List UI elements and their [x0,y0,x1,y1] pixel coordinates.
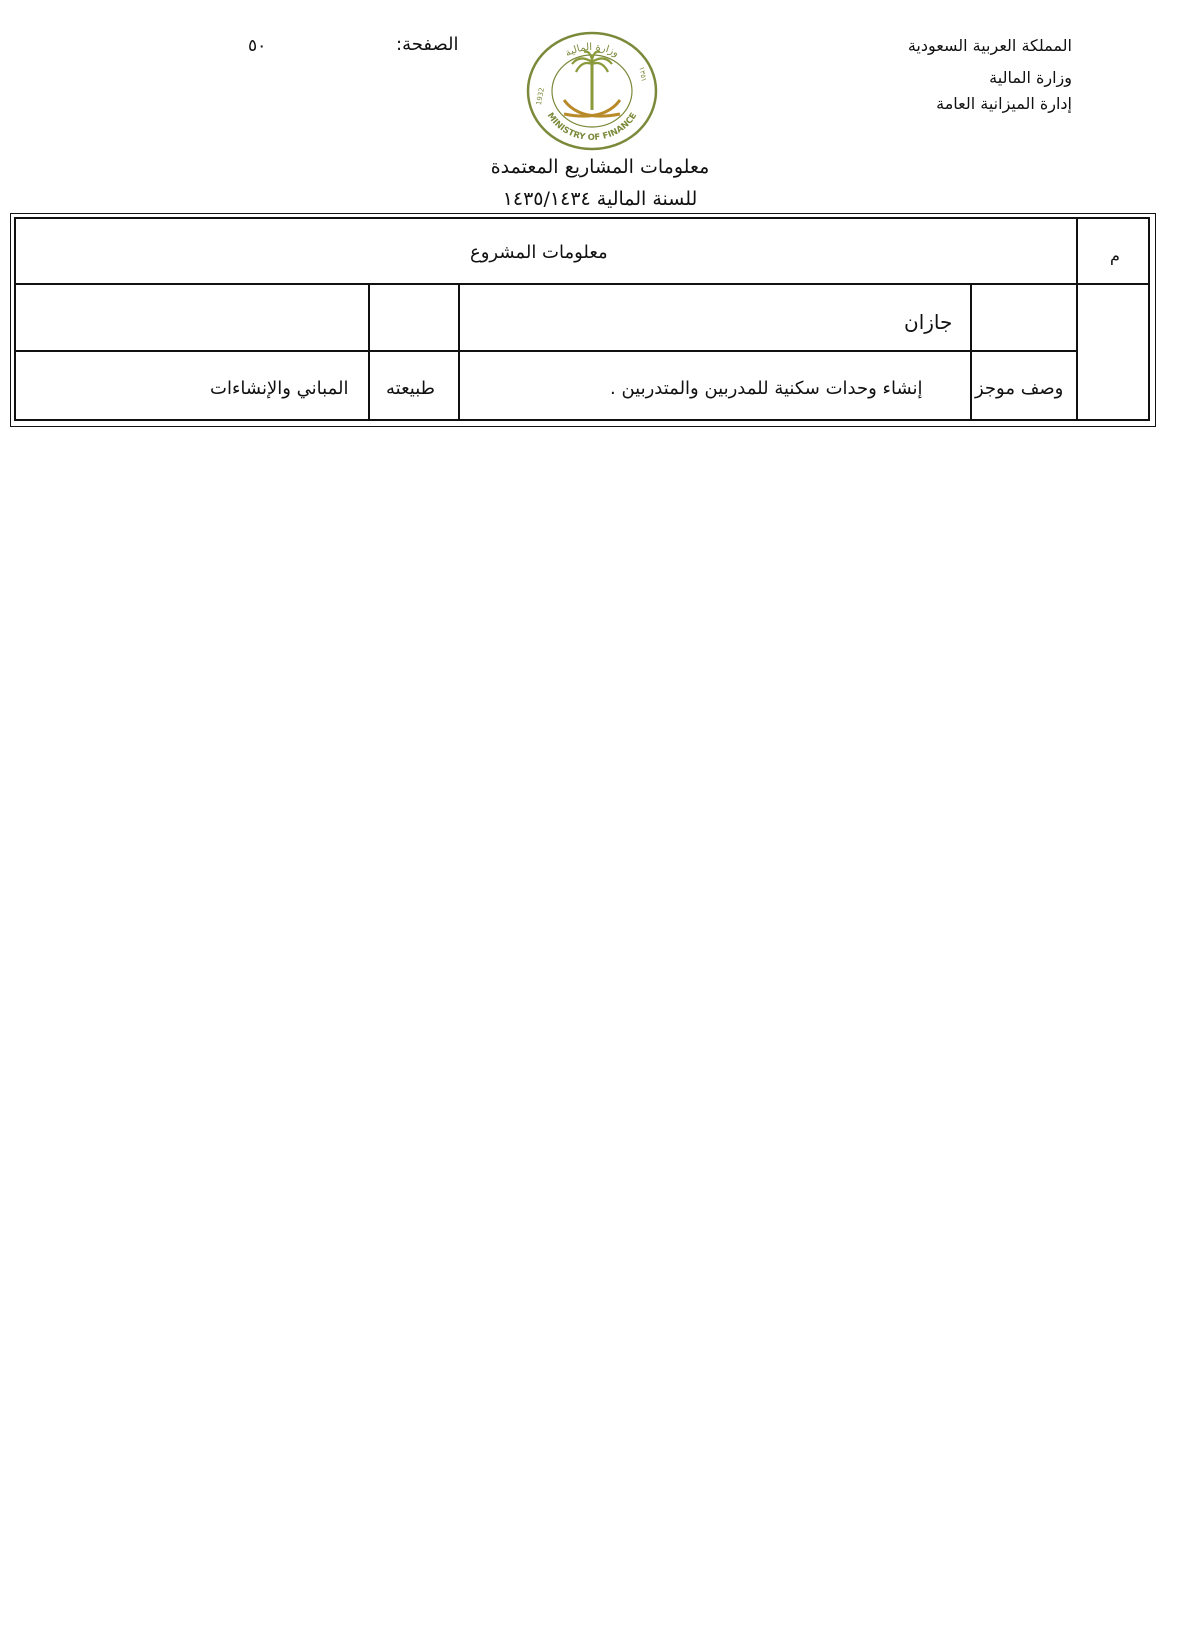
table-header-project-info: معلومات المشروع [470,242,608,263]
page-number: ٥٠ [248,36,267,56]
org-line-ministry: وزارة المالية [989,68,1072,87]
document-subtitle: للسنة المالية ١٤٣٥/١٤٣٤ [502,188,698,210]
ministry-seal-logo [524,30,660,152]
svg-text:وزارة المالية: وزارة المالية [563,41,621,60]
svg-text:١٣٥١: ١٣٥١ [637,66,648,83]
org-line-kingdom: المملكة العربية السعودية [907,36,1072,55]
description-value: إنشاء وحدات سكنية للمدربين والمتدربين . [610,378,923,399]
description-label: وصف موجز [975,378,1064,399]
table-divider-label-col [970,283,972,421]
location-value: جازان [904,310,953,334]
ministry-seal-icon [524,30,660,152]
svg-text:1932: 1932 [534,86,546,106]
document-title: معلومات المشاريع المعتمدة [490,156,710,178]
page-label: الصفحة: [396,34,459,55]
org-line-budget-dept: إدارة الميزانية العامة [936,94,1072,113]
table-divider-nature-label-col [368,283,370,421]
table-header-m: م [1110,246,1120,265]
svg-text:MINISTRY OF FINANCE: MINISTRY OF FINANCE [544,111,640,144]
table-divider-value-col [458,283,460,421]
nature-value: المباني والإنشاءات [210,378,349,399]
table-divider-header [14,283,1150,285]
table-divider-row [14,350,1076,352]
nature-label: طبيعته [386,378,435,399]
table-divider-m-column [1076,217,1078,421]
